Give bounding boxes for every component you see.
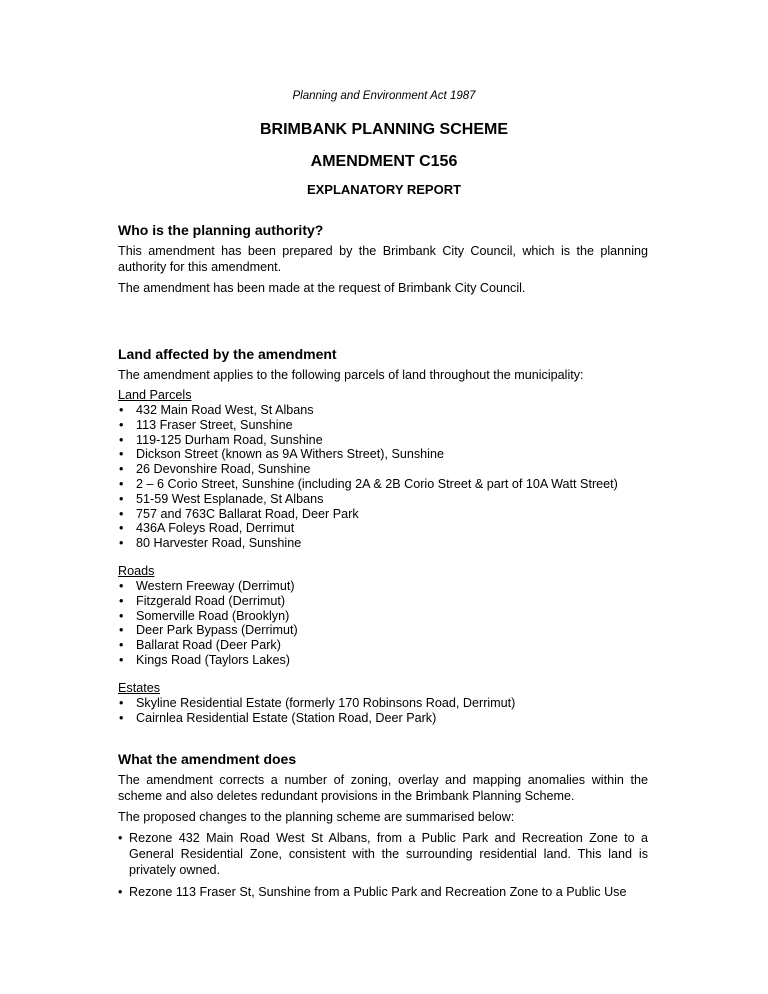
list-item: • Cairnlea Residential Estate (Station Road, Deer Park) [118,711,648,726]
estates-list [118,696,648,726]
authority-para-2: The amendment has been made at the request of Brimbank City Council. [118,281,526,295]
scheme-title: BRIMBANK PLANNING SCHEME [260,121,508,138]
amendment-title: AMENDMENT C156 [310,153,458,170]
does-section [118,750,648,900]
authority-section [118,221,648,296]
roads-label: Roads [118,563,155,578]
list-item: • Ballarat Road (Deer Park) [118,638,648,653]
does-para-2: The proposed changes to the planning scheme are summarised below: [118,810,515,824]
list-item: • 26 Devonshire Road, Sunshine [118,462,648,477]
land-heading: Land affected by the amendment [118,346,337,362]
estates-label: Estates [118,680,160,695]
list-item: • 51-59 West Esplanade, St Albans [118,492,648,507]
changes-list [118,830,648,900]
list-item: • 2 – 6 Corio Street, Sunshine (including 2A & 2B Corio Street & part of 10A Watt Street) [118,477,648,492]
parcels-list [118,403,648,551]
list-item: • Rezone 432 Main Road West St Albans, from a Public Park and Recreation Zone to a General Residential Zone, consistent with the surrounding residential land. This land is privately owned. [118,830,648,878]
act-title: Planning and Environment Act 1987 [292,90,476,102]
land-section [118,345,648,725]
list-item: • 119-125 Durham Road, Sunshine [118,433,648,448]
list-item: • 80 Harvester Road, Sunshine [118,536,648,551]
list-item: • Deer Park Bypass (Derrimut) [118,623,648,638]
list-item: • 113 Fraser Street, Sunshine [118,418,648,433]
does-para-1: The amendment corrects a number of zoning, overlay and mapping anomalies within the scheme and also deletes redundant provisions in the Brimbank Planning Scheme. [118,773,648,803]
list-item: • Somerville Road (Brooklyn) [118,609,648,624]
report-title: EXPLANATORY REPORT [306,182,462,197]
list-item: • Dickson Street (known as 9A Withers Street), Sunshine [118,447,648,462]
list-item: • Fitzgerald Road (Derrimut) [118,594,648,609]
list-item: • 436A Foleys Road, Derrimut [118,521,648,536]
parcels-label: Land Parcels [118,388,192,402]
authority-para-1: This amendment has been prepared by the Brimbank City Council, which is the planning authority for this amendment. [118,244,648,274]
roads-list [118,579,648,668]
land-intro: The amendment applies to the following parcels of land throughout the municipality: [118,368,584,382]
list-item: • Rezone 113 Fraser St, Sunshine from a Public Park and Recreation Zone to a Public Use [118,884,648,900]
list-item: • 757 and 763C Ballarat Road, Deer Park [118,507,648,522]
list-item: • 432 Main Road West, St Albans [118,403,648,418]
authority-heading: Who is the planning authority? [118,222,324,238]
list-item: • Kings Road (Taylors Lakes) [118,653,648,668]
list-item: • Western Freeway (Derrimut) [118,579,648,594]
list-item: • Skyline Residential Estate (formerly 170 Robinsons Road, Derrimut) [118,696,648,711]
does-heading: What the amendment does [118,751,297,767]
